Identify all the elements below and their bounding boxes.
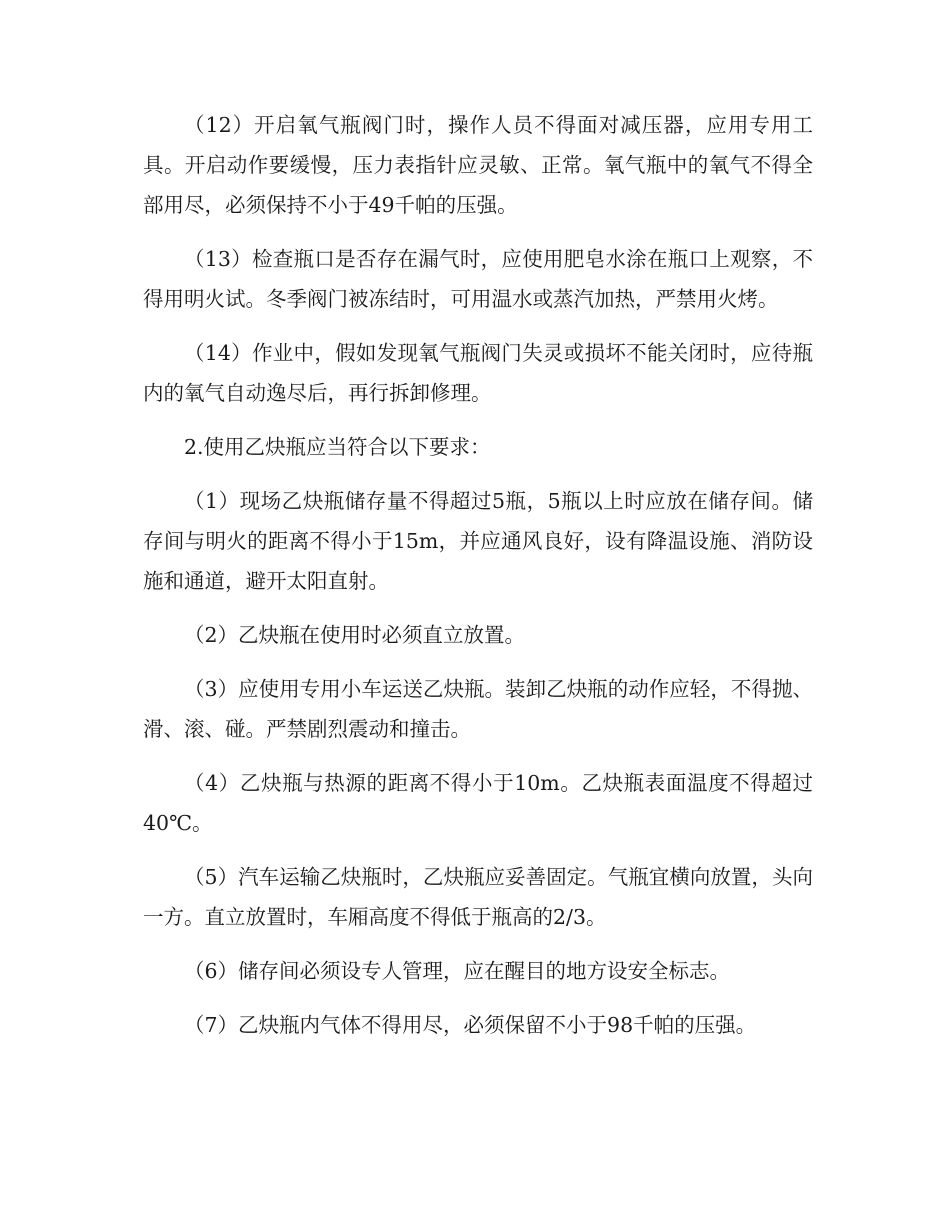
document-body — [143, 105, 813, 1059]
paragraph-oxygen-14: （14）作业中，假如发现氧气瓶阀门失灵或损坏不能关闭时，应待瓶内的氧气自动逸尽后，再行拆卸修理。 — [143, 341, 813, 405]
paragraph-acetylene-3: （3）应使用专用小车运送乙炔瓶。装卸乙炔瓶的动作应轻，不得抛、滑、滚、碰。严禁剧烈震动和撞击。 — [143, 677, 813, 741]
paragraph-oxygen-13: （13）检查瓶口是否存在漏气时，应使用肥皂水涂在瓶口上观察，不得用明火试。冬季阀门被冻结时，可用温水或蒸汽加热，严禁用火烤。 — [143, 247, 813, 311]
paragraph-acetylene-1: （1）现场乙炔瓶储存量不得超过5瓶，5瓶以上时应放在储存间。储存间与明火的距离不得小于15m，并应通风良好，设有降温设施、消防设施和通道，避开太阳直射。 — [143, 489, 813, 593]
paragraph-acetylene-4: （4）乙炔瓶与热源的距离不得小于10m。乙炔瓶表面温度不得超过40℃。 — [143, 771, 813, 835]
paragraph-acetylene-2: （2）乙炔瓶在使用时必须直立放置。 — [184, 623, 526, 647]
paragraph-acetylene-5: （5）汽车运输乙炔瓶时，乙炔瓶应妥善固定。气瓶宜横向放置，头向一方。直立放置时，车厢高度不得低于瓶高的2/3。 — [143, 865, 813, 929]
section-heading-acetylene: 2.使用乙炔瓶应当符合以下要求： — [184, 435, 491, 459]
paragraph-acetylene-7: （7）乙炔瓶内气体不得用尽，必须保留不小于98千帕的压强。 — [184, 1013, 757, 1037]
paragraph-acetylene-6: （6）储存间必须设专人管理，应在醒目的地方设安全标志。 — [184, 959, 731, 983]
paragraph-oxygen-12: （12）开启氧气瓶阀门时，操作人员不得面对减压器，应用专用工具。开启动作要缓慢，压力表指针应灵敏、正常。氧气瓶中的氧气不得全部用尽，必须保持不小于49千帕的压强。 — [143, 113, 813, 217]
